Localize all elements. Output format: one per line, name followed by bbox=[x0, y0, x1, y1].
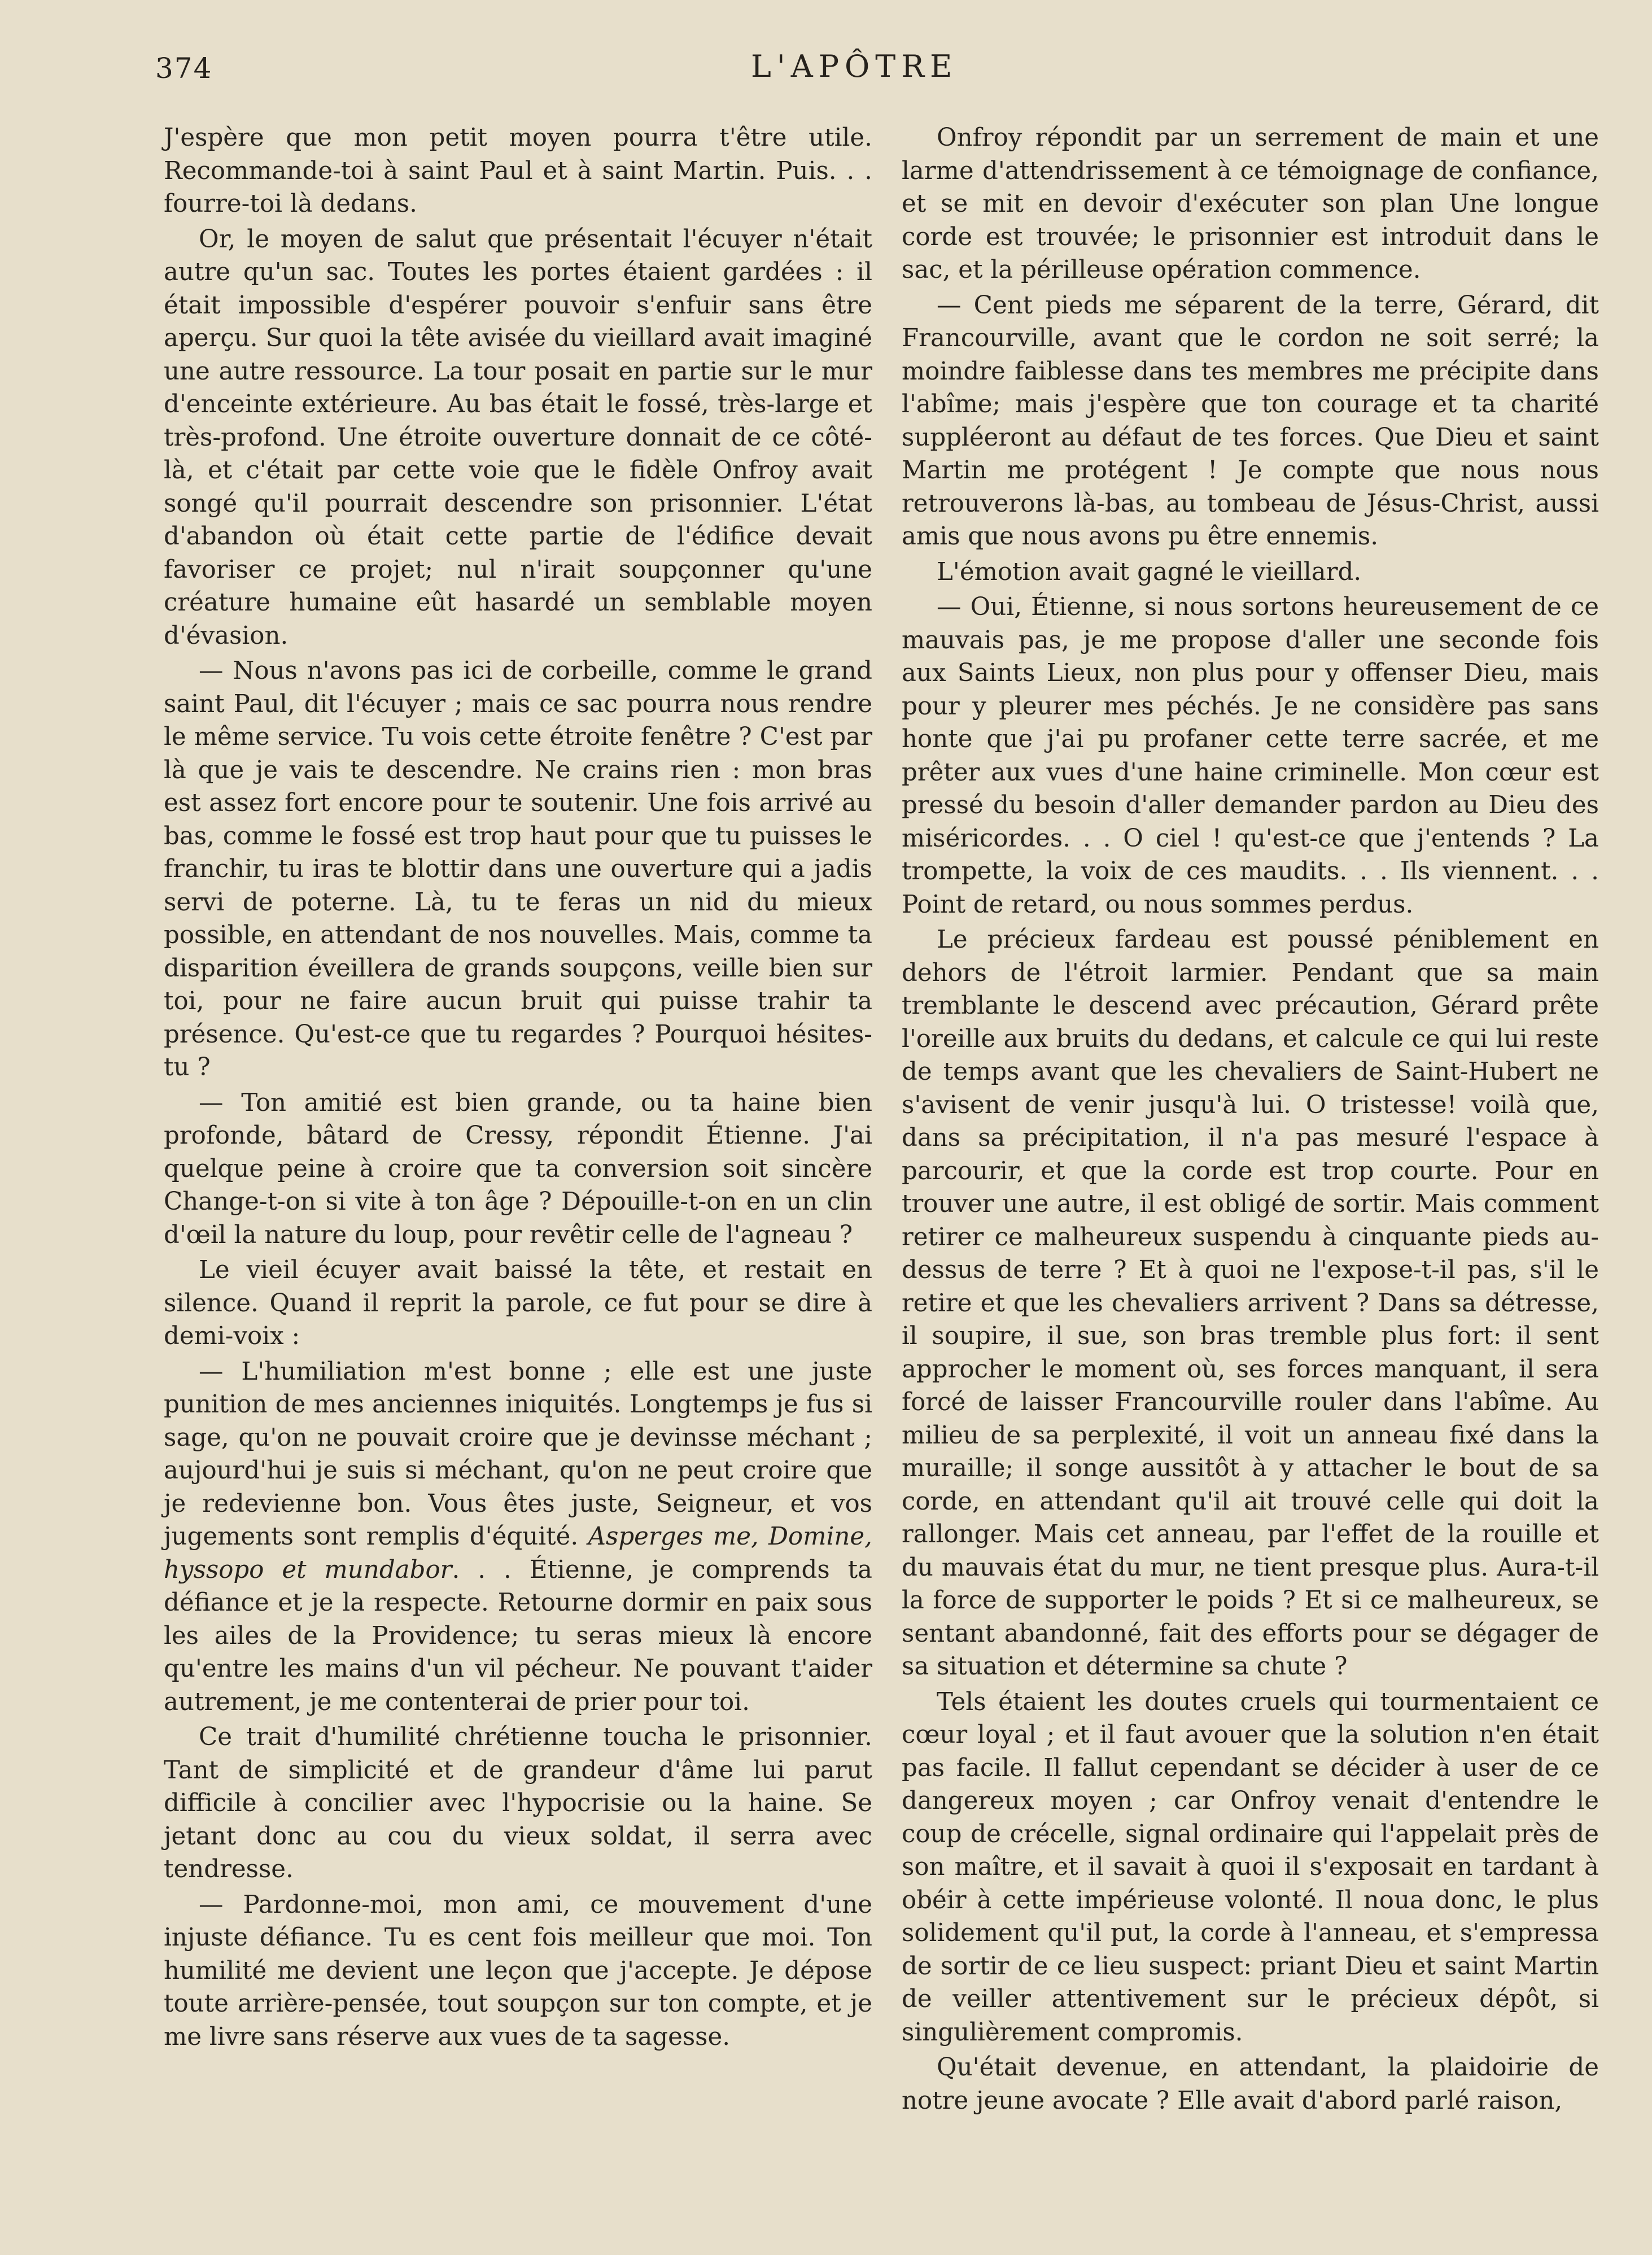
right-column bbox=[902, 121, 1599, 2119]
paragraph: — Cent pieds me séparent de la terre, Gérard, dit Francourville, avant que le cordon ne soit serré; la moindre faiblesse dans tes membres me précipite dans l'abîme; mais j'espère que ton courage et ta charité suppléeront au défaut de tes forces. Que Dieu et saint Martin me protégent ! Je compte que nous nous retrouverons là-bas, au tombeau de Jésus-Christ, aussi amis que nous avons pu être ennemis. bbox=[902, 291, 1599, 551]
paragraph: — Pardonne-moi, mon ami, ce mouvement d'une injuste défiance. Tu es cent fois meilleur que moi. Ton humilité me devient une leçon que j'accepte. Je dépose toute arrière-pensée, tout soupçon sur ton compte, et je me livre sans réserve aux vues de ta sagesse. bbox=[164, 1890, 872, 2051]
paragraph: Ce trait d'humilité chrétienne toucha le prisonnier. Tant de simplicité et de grandeur d'âme lui parut difficile à concilier avec l'hypocrisie ou la haine. Se jetant donc au cou du vieux soldat, il serra avec tendresse. bbox=[164, 1723, 872, 1883]
paragraph-tail: . . . Étienne, je comprends ta défiance et je la respecte. Retourne dormir en paix sous les ailes de la Providence; tu seras mieux là encore qu'entre les mains d'un vil pécheur. Ne pouvant t'aider autrement, je me contenterai de prier pour toi. bbox=[164, 1555, 872, 1716]
paragraph: Le précieux fardeau est poussé péniblement en dehors de l'étroit larmier. Pendant que sa main tremblante le descend avec précaution, Gérard prête l'oreille aux bruits du dedans, et calcule ce qui lui reste de temps avant que les chevaliers de Saint-Hubert ne s'avisent de venir jusqu'à lui. O tristesse! voilà que, dans sa précipitation, il n'a pas mesuré l'espace à parcourir, et que la corde est trop courte. Pour en trouver une autre, il est obligé de sortir. Mais comment retirer ce malheureux suspendu à cinquante pieds au-dessus de terre ? Et à quoi ne l'expose-t-il pas, s'il le retire et que les chevaliers arrivent ? Dans sa détresse, il soupire, il sue, son bras tremble plus fort: il sent approcher le moment où, ses forces manquant, il sera forcé de laisser Francourville rouler dans l'abîme. Au milieu de sa perplexité, il voit un anneau fixé dans la muraille; il songe aussitôt à y attacher le bout de sa corde, en attendant qu'il ait trouvé celle qui doit la rallonger. Mais cet anneau, par l'effet de la rouille et du mauvais état du mur, ne tient presque plus. Aura-t-il la force de supporter le poids ? Et si ce malheureux, se sentant abandonné, fait des efforts pour se dégager de sa situation et détermine sa chute ? bbox=[902, 926, 1599, 1681]
paragraph: — Ton amitié est bien grande, ou ta haine bien profonde, bâtard de Cressy, répondit Étienne. J'ai quelque peine à croire que ta conversion soit sincère Change-t-on si vite à ton âge ? Dépouille-t-on en un clin d'œil la nature du loup, pour revêtir celle de l'agneau ? bbox=[164, 1088, 872, 1249]
paragraph bbox=[164, 1355, 872, 1719]
latin-quote: Asperges me, Domine, hyssopo et mundabor bbox=[164, 1523, 872, 1584]
paragraph: — Nous n'avons pas ici de corbeille, comme le grand saint Paul, dit l'écuyer ; mais ce sac pourra nous rendre le même service. Tu vois cette étroite fenêtre ? C'est par là que je vais te descendre. Ne crains rien : mon bras est assez fort encore pour te soutenir. Une fois arrivé au bas, comme le fossé est trop haut pour que tu puisses le franchir, tu iras te blottir dans une ouverture qui a jadis servi de poterne. Là, tu te feras un nid du mieux possible, en attendant de nos nouvelles. Mais, comme ta disparition éveillera de grands soupçons, veille bien sur toi, pour ne faire aucun bruit qui puisse trahir ta présence. Qu'est-ce que tu regardes ? Pourquoi hésites-tu ? bbox=[164, 657, 872, 1081]
page-number: 374 bbox=[155, 52, 213, 85]
paragraph: Or, le moyen de salut que présentait l'écuyer n'était autre qu'un sac. Toutes les portes étaient gardées : il était impossible d'espérer pouvoir s'enfuir sans être aperçu. Sur quoi la tête avisée du vieillard avait imaginé une autre ressource. La tour posait en partie sur le mur d'enceinte extérieure. Au bas était le fossé, très-large et très-profond. Une étroite ouverture donnait de ce côté-là, et c'était par cette voie que le fidèle Onfroy avait songé qu'il pourrait descendre son prisonnier. L'état d'abandon où était cette partie de l'édifice devait favoriser ce projet; nul n'irait soupçonner qu'une créature humaine eût hasardé un semblable moyen d'évasion. bbox=[164, 225, 872, 650]
paragraph: Qu'était devenue, en attendant, la plaidoirie de notre jeune avocate ? Elle avait d'abord parlé raison, bbox=[902, 2053, 1599, 2115]
paragraph: Onfroy répondit par un serrement de main et une larme d'attendrissement à ce témoignage de confiance, et se mit en devoir d'exécuter son plan Une longue corde est trouvée; le prisonnier est introduit dans le sac, et la périlleuse opération commence. bbox=[902, 124, 1599, 284]
paragraph: Tels étaient les doutes cruels qui tourmentaient ce cœur loyal ; et il faut avouer que la solution n'en était pas facile. Il fallut cependant se décider à user de ce dangereux moyen ; car Onfroy venait d'entendre le coup de crécelle, signal ordinaire qui l'appelait près de son maître, et il savait à quoi il s'exposait en tardant à obéir à cette impérieuse volonté. Il noua donc, le plus solidement qu'il put, la corde à l'anneau, et s'empressa de sortir de ce lieu suspect: priant Dieu et saint Martin de veiller attentivement sur le précieux dépôt, si singulièrement compromis. bbox=[902, 1687, 1599, 2047]
paragraph: — Oui, Étienne, si nous sortons heureusement de ce mauvais pas, je me propose d'aller une seconde fois aux Saints Lieux, non plus pour y offenser Dieu, mais pour y pleurer mes péchés. Je ne considère pas sans honte que j'ai pu profaner cette terre sacrée, et me prêter aux vues d'une haine criminelle. Mon cœur est pressé du besoin d'aller demander pardon au Dieu des miséricordes. . . O ciel ! qu'est-ce que j'entends ? La trompette, la voix de ces maudits. . . Ils viennent. . . Point de retard, ou nous sommes perdus. bbox=[902, 593, 1599, 919]
paragraph: Le vieil écuyer avait baissé la tête, et restait en silence. Quand il reprit la parole, ce fut pour se dire à demi-voix : bbox=[164, 1256, 872, 1350]
paragraph-text: — L'humiliation m'est bonne ; elle est une juste punition de mes anciennes iniquités. Longtemps je fus si sage, qu'on ne pouvait croire que je devinsse méchant ; aujourd'hui je suis si méchant, qu'on ne peut croire que je redevienne bon. Vous êtes juste, Seigneur, et vos jugements sont remplis d'équité. bbox=[164, 1357, 872, 1551]
left-column bbox=[164, 121, 872, 2056]
page-header bbox=[0, 45, 1652, 96]
running-title: L'APÔTRE bbox=[751, 49, 958, 84]
paragraph: J'espère que mon petit moyen pourra t'être utile. Recommande-toi à saint Paul et à saint Martin. Puis. . . fourre-toi là dedans. bbox=[164, 124, 872, 218]
paragraph: L'émotion avait gagné le vieillard. bbox=[937, 557, 1362, 586]
